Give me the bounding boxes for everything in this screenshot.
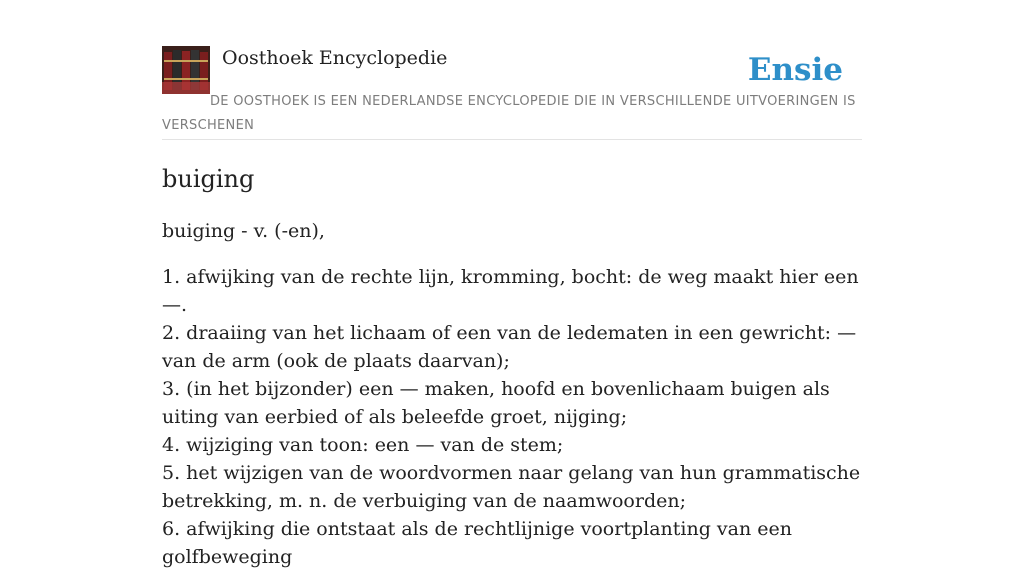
site-header [162, 46, 862, 140]
brand-link[interactable]: Ensie [747, 52, 843, 88]
definition-item: 2. draaiing van het lichaam of een van de ledematen in een gewricht: — van de arm (ook de plaats daarvan); [162, 322, 857, 372]
encyclopedia-books-icon[interactable] [162, 46, 210, 94]
definition-item: 5. het wijzigen van de woordvormen naar gelang van hun grammatische betrekking, m. n. de verbuiging van de naamwoorden; [162, 462, 861, 512]
entry-headword: buiging [162, 165, 255, 193]
site-name[interactable]: Oosthoek Encyclopedie [222, 47, 448, 69]
content-container [162, 46, 862, 571]
definition-item: 4. wijziging van toon: een — van de stem; [162, 434, 564, 456]
entry-lead: buiging - v. (-en), [162, 220, 325, 242]
definition-item: 3. (in het bijzonder) een — maken, hoofd en bovenlichaam buigen als uiting van eerbied of als beleefde groet, nijging; [162, 378, 830, 428]
definition-item: 6. afwijking die ontstaat als de rechtlijnige voortplanting van een golfbeweging [162, 518, 792, 568]
definition-list [162, 263, 862, 571]
definition-item: 1. afwijking van de rechte lijn, kromming, bocht: de weg maakt hier een —. [162, 266, 859, 316]
tagline: DE OOSTHOEK IS EEN NEDERLANDSE ENCYCLOPEDIE DIE IN VERSCHILLENDE UITVOERINGEN IS VERSCHENEN [162, 94, 856, 133]
